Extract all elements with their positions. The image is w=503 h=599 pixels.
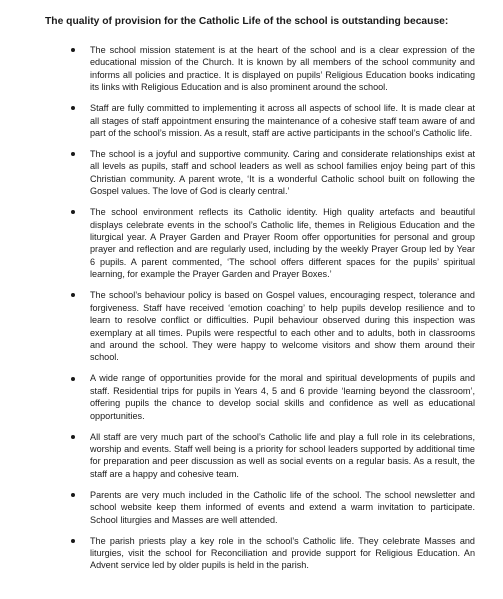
bullet-icon (71, 493, 75, 497)
list-item-text: The school environment reflects its Catholic identity. High quality artefacts and beautiful displays celebrate events in the school’s Catholic life, themes in Religious Education and the liturgical year. A Prayer Garden and Prayer Room offer opportunities for personal and group prayer and reflection and are regularly used, including by the weekly Prayer Group led by Year 6 pupils. A parent commented, ‘The school offers different spaces for the pupils’ spiritual learning, for example the Prayer Garden and Prayer Boxes.’ (90, 207, 475, 280)
list-item (45, 535, 475, 572)
list-item (45, 102, 475, 139)
list-item-text: Parents are very much included in the Catholic life of the school. The school newsletter and school website keep them informed of events and extend a warm invitation to participate. School liturgies and Masses are well attended. (90, 489, 475, 525)
list-item (45, 372, 475, 422)
list-item-text: The school is a joyful and supportive community. Caring and considerate relationships exist at all levels as pupils, staff and school leaders as well as school families enjoy being part of this Christian community. A parent wrote, ‘It is a wonderful Catholic school built on following the Gospel values. The love of God is clearly central.’ (90, 149, 475, 197)
bullet-icon (71, 152, 75, 156)
bullet-icon (71, 106, 75, 110)
bullet-icon (71, 210, 75, 214)
list-item-text: The parish priests play a key role in the school’s Catholic life. They celebrate Masses and liturgies, visit the school for Reconciliation and provide support for Religious Education. An Advent service led by older pupils is held in the parish. (90, 535, 475, 571)
list-item-text: A wide range of opportunities provide for the moral and spiritual developments of pupils and staff. Residential trips for pupils in Years 4, 5 and 6 provide ‘learning beyond the classroom’, offering pupils the chance to develop social skills and confidence as well as educational opportunities. (90, 373, 475, 421)
list-item (45, 148, 475, 198)
list-item (45, 44, 475, 94)
list-item (45, 289, 475, 363)
list-item-text: Staff are fully committed to implementing it across all aspects of school life. It is made clear at all stages of staff appointment ensuring the maintenance of a cohesive staff team aware of and part of the school’s mission. As a result, staff are active participants in the school’s Catholic life. (90, 103, 475, 139)
bullet-icon (71, 377, 75, 381)
list-item (45, 489, 475, 526)
list-item-text: All staff are very much part of the school’s Catholic life and play a full role in its celebrations, worship and events. Staff well being is a priority for school leaders supported by additional time for preparation and peer discussion as well as social events on a regular basis. As a result, the staff are a happy and cohesive team. (90, 431, 475, 479)
list-item (45, 431, 475, 481)
bullet-icon (71, 48, 75, 52)
section-heading: The quality of provision for the Catholic Life of the school is outstanding because: (45, 16, 449, 27)
bullet-icon (71, 435, 75, 439)
list-item (45, 206, 475, 280)
list-item-text: The school’s behaviour policy is based on Gospel values, encouraging respect, tolerance and forgiveness. Staff have received ‘emotion coaching’ to help pupils develop resilience and to learn to resolve conflict or difficulties. Pupil behaviour observed during this inspection was exemplary at all times. Pupils were respectful to each other and to adults, both in classrooms and around the school. They were happy to welcome visitors and show them around their school. (90, 290, 475, 363)
bullet-list (45, 44, 475, 572)
bullet-icon (71, 293, 75, 297)
bullet-icon (71, 539, 75, 543)
list-item-text: The school mission statement is at the heart of the school and is a clear expression of the educational mission of the Church. It is known by all members of the school community and informs all policies and practice. It is displayed on pupils’ Religious Education books indicating its links with Religious Education and is also prominent around the school. (90, 45, 475, 93)
